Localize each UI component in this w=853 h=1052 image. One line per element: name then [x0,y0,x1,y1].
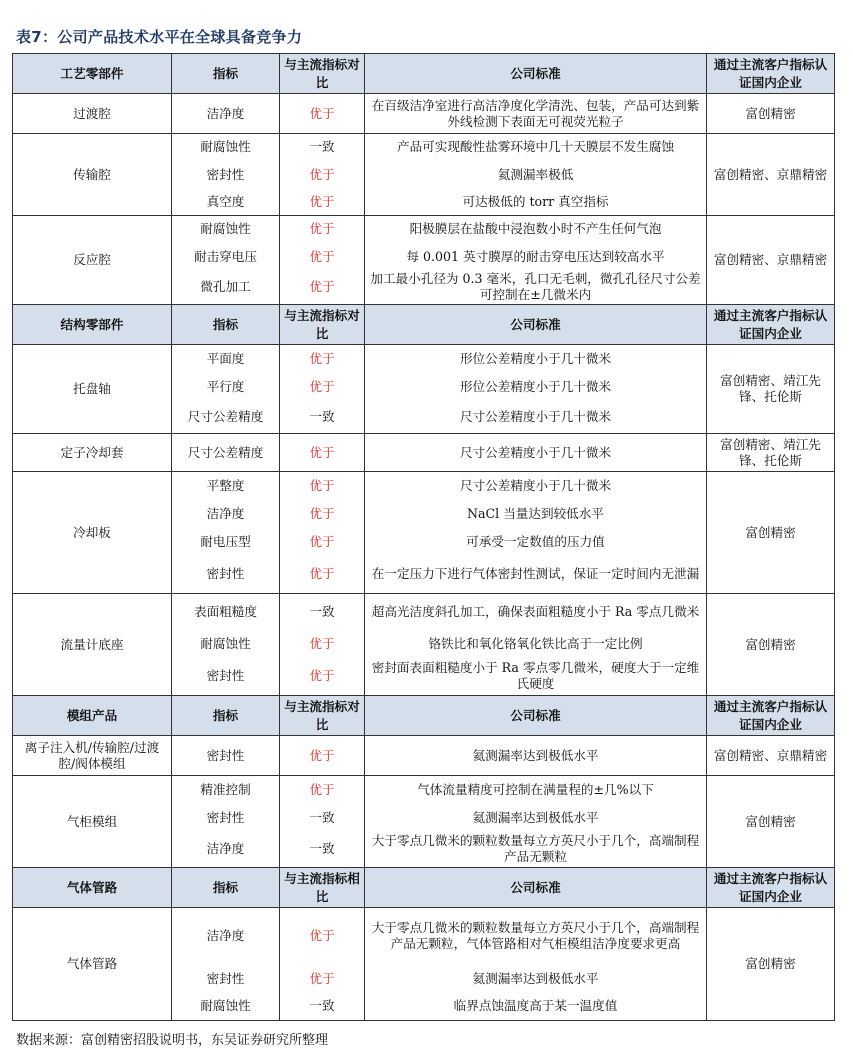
header-certified-firms: 通过主流客户指标认证国内企业 [707,305,835,345]
header-metric: 指标 [172,54,280,94]
standard-cell: 形位公差精度小于几十微米 [365,373,707,401]
certified-firms: 富创精密 [707,472,835,594]
metric-cell: 尺寸公差精度 [172,434,280,472]
certified-firms: 富创精密 [707,776,835,868]
metric-cell: 耐击穿电压 [172,243,280,271]
metric-cell: 耐腐蚀性 [172,993,280,1021]
metric-cell: 精准控制 [172,776,280,804]
metric-cell: 耐腐蚀性 [172,216,280,243]
part-name: 过渡腔 [13,94,172,134]
metric-cell: 密封性 [172,804,280,832]
comparison-cell: 优于 [280,271,365,305]
metric-cell: 洁净度 [172,832,280,868]
header-comparison: 与主流指标对比 [280,54,365,94]
table-row [13,736,835,776]
standard-cell: 在百级洁净室进行高洁净度化学清洗、包装，产品可达到紫外线检测下表面无可视荧光粒子 [365,94,707,134]
standard-cell: 气体流量精度可控制在满量程的±几%以下 [365,776,707,804]
metric-cell: 微孔加工 [172,271,280,305]
header-company-standard: 公司标准 [365,305,707,345]
standard-cell: 在一定压力下进行气体密封性测试，保证一定时间内无泄漏 [365,556,707,594]
standard-cell: 氦测漏率达到极低水平 [365,804,707,832]
metric-cell: 密封性 [172,161,280,189]
standard-cell: 每 0.001 英寸膜厚的耐击穿电压达到较高水平 [365,243,707,271]
metric-cell: 密封性 [172,556,280,594]
header-certified-firms: 通过主流客户指标认证国内企业 [707,54,835,94]
part-name: 冷却板 [13,472,172,594]
comparison-cell: 优于 [280,630,365,658]
header-comparison: 与主流指标相比 [280,868,365,908]
standard-cell: 大于零点几微米的颗粒数量每立方英尺小于几个，高端制程产品无颗粒 [365,832,707,868]
comparison-cell: 优于 [280,189,365,216]
metric-cell: 洁净度 [172,500,280,528]
metric-cell: 耐电压型 [172,528,280,556]
metric-cell: 真空度 [172,189,280,216]
comparison-cell: 一致 [280,993,365,1021]
header-category: 模组产品 [13,696,172,736]
table-row [13,472,835,500]
header-comparison: 与主流指标对比 [280,696,365,736]
standard-cell: 氦测漏率极低 [365,161,707,189]
part-name: 流量计底座 [13,594,172,696]
comparison-cell: 优于 [280,556,365,594]
metric-cell: 洁净度 [172,908,280,965]
certified-firms: 富创精密、京鼎精密 [707,134,835,216]
metric-cell: 密封性 [172,965,280,993]
part-name: 离子注入机/传输腔/过渡腔/阀体模组 [13,736,172,776]
standard-cell: 大于零点几微米的颗粒数量每立方英尺小于几个，高端制程产品无颗粒，气体管路相对气柜模组洁净度要求更高 [365,908,707,965]
header-comparison: 与主流指标对比 [280,305,365,345]
metric-cell: 表面粗糙度 [172,594,280,630]
section-header-row [13,868,835,908]
header-metric: 指标 [172,696,280,736]
table-row [13,216,835,243]
comparison-cell: 一致 [280,832,365,868]
comparison-cell: 优于 [280,94,365,134]
header-category: 气体管路 [13,868,172,908]
table-title: 表7：公司产品技术水平在全球具备竞争力 [16,28,303,46]
certified-firms: 富创精密、靖江先锋、托伦斯 [707,434,835,472]
standard-cell: 形位公差精度小于几十微米 [365,345,707,373]
header-metric: 指标 [172,305,280,345]
header-category: 结构零部件 [13,305,172,345]
source-note: 数据来源：富创精密招股说明书，东吴证券研究所整理 [16,1033,329,1048]
certified-firms: 富创精密 [707,594,835,696]
comparison-cell: 优于 [280,528,365,556]
comparison-cell: 一致 [280,134,365,161]
standard-cell: 产品可实现酸性盐雾环境中几十天膜层不发生腐蚀 [365,134,707,161]
standard-cell: 氦测漏率达到极低水平 [365,736,707,776]
metric-cell: 密封性 [172,736,280,776]
standard-cell: 铬铁比和氧化铬氧化铁比高于一定比例 [365,630,707,658]
header-company-standard: 公司标准 [365,696,707,736]
certified-firms: 富创精密、京鼎精密 [707,216,835,305]
comparison-cell: 优于 [280,736,365,776]
metric-cell: 耐腐蚀性 [172,630,280,658]
header-company-standard: 公司标准 [365,54,707,94]
comparison-cell: 优于 [280,965,365,993]
header-certified-firms: 通过主流客户指标认证国内企业 [707,696,835,736]
competitiveness-table [12,53,835,1021]
section-header-row [13,305,835,345]
header-certified-firms: 通过主流客户指标认证国内企业 [707,868,835,908]
standard-cell: 氦测漏率达到极低水平 [365,965,707,993]
metric-cell: 平面度 [172,345,280,373]
metric-cell: 耐腐蚀性 [172,134,280,161]
table-row [13,776,835,804]
part-name: 定子冷却套 [13,434,172,472]
metric-cell: 洁净度 [172,94,280,134]
standard-cell: 尺寸公差精度小于几十微米 [365,472,707,500]
standard-cell: 超高光洁度斜孔加工，确保表面粗糙度小于 Ra 零点几微米 [365,594,707,630]
metric-cell: 密封性 [172,658,280,696]
comparison-cell: 优于 [280,161,365,189]
part-name: 托盘轴 [13,345,172,434]
comparison-cell: 优于 [280,216,365,243]
table-row [13,434,835,472]
standard-cell: NaCl 当量达到较低水平 [365,500,707,528]
standard-cell: 尺寸公差精度小于几十微米 [365,434,707,472]
standard-cell: 尺寸公差精度小于几十微米 [365,401,707,434]
certified-firms: 富创精密、靖江先锋、托伦斯 [707,345,835,434]
part-name: 气柜模组 [13,776,172,868]
standard-cell: 临界点蚀温度高于某一温度值 [365,993,707,1021]
header-metric: 指标 [172,868,280,908]
standard-cell: 密封面表面粗糙度小于 Ra 零点零几微米，硬度大于一定维氏硬度 [365,658,707,696]
comparison-cell: 优于 [280,658,365,696]
metric-cell: 尺寸公差精度 [172,401,280,434]
comparison-cell: 优于 [280,908,365,965]
header-category: 工艺零部件 [13,54,172,94]
certified-firms: 富创精密 [707,94,835,134]
comparison-cell: 一致 [280,804,365,832]
comparison-cell: 一致 [280,401,365,434]
part-name: 气体管路 [13,908,172,1021]
table-row [13,94,835,134]
comparison-cell: 优于 [280,472,365,500]
comparison-cell: 优于 [280,373,365,401]
comparison-cell: 一致 [280,594,365,630]
comparison-cell: 优于 [280,243,365,271]
part-name: 传输腔 [13,134,172,216]
part-name: 反应腔 [13,216,172,305]
standard-cell: 阳极膜层在盐酸中浸泡数小时不产生任何气泡 [365,216,707,243]
standard-cell: 加工最小孔径为 0.3 毫米，孔口无毛刺，微孔孔径尺寸公差可控制在±几微米内 [365,271,707,305]
comparison-cell: 优于 [280,434,365,472]
table-row [13,345,835,373]
header-company-standard: 公司标准 [365,868,707,908]
section-header-row [13,54,835,94]
certified-firms: 富创精密 [707,908,835,1021]
table-row [13,908,835,965]
section-header-row [13,696,835,736]
comparison-cell: 优于 [280,500,365,528]
metric-cell: 平行度 [172,373,280,401]
comparison-cell: 优于 [280,776,365,804]
table-row [13,594,835,630]
standard-cell: 可承受一定数值的压力值 [365,528,707,556]
standard-cell: 可达极低的 torr 真空指标 [365,189,707,216]
comparison-cell: 优于 [280,345,365,373]
certified-firms: 富创精密、京鼎精密 [707,736,835,776]
table-row [13,134,835,161]
metric-cell: 平整度 [172,472,280,500]
